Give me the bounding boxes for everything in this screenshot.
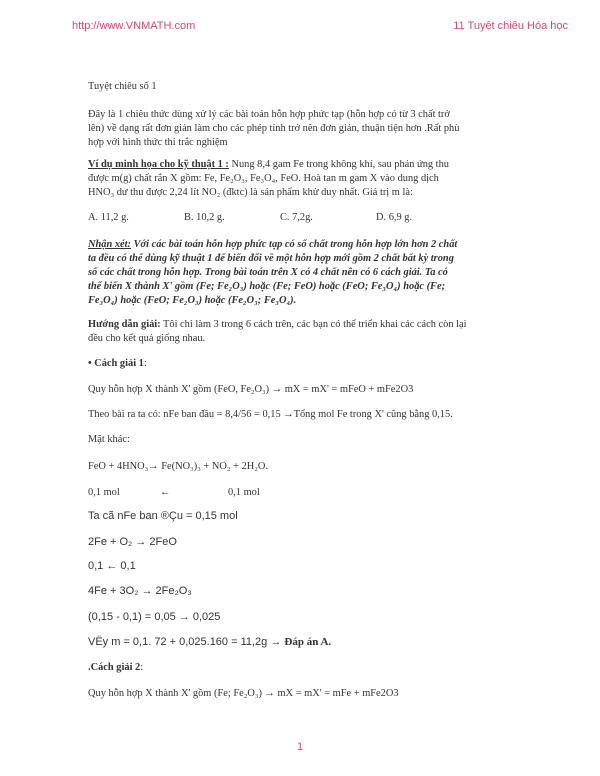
- guide-line-2: đều cho kết quả giống nhau.: [88, 333, 206, 344]
- section-heading: Tuyệt chiêu số 1: [88, 81, 157, 92]
- example-text: Nung 8,4 gam Fe trong không khí, sau phản ứng thu: [228, 159, 449, 170]
- method-2-label: .Cách giải 2: [88, 662, 141, 673]
- answer-b: B. 10,2 g.: [184, 212, 225, 223]
- method-1-heading: [88, 358, 532, 370]
- answer-options: [88, 212, 532, 224]
- m1-sans-line-1: Ta cã nFe ban ®Çu = 0,15 mol: [88, 510, 238, 522]
- m1-sans-line-2: 2Fe + O₂ → 2FeO: [88, 536, 177, 548]
- m1-line-1: Quy hỗn hợp X thành X' gồm (FeO, Fe₂O₃) → mX = mX' = mFeO + mFe2O3: [88, 384, 414, 395]
- example-line-1: [88, 159, 532, 171]
- m1-sans-line-3: 0,1 ← 0,1: [88, 560, 136, 572]
- intro-line-1: Đây là 1 chiêu thức dùng xử lý các bài toán hỗn hợp phức tạp (hỗn hợp có từ 3 chất trở: [88, 109, 450, 120]
- m2-line-1: Quy hỗn hợp X thành X' gồm (Fe; Fe₂O₃) → mX = mX' = mFe + mFe2O3: [88, 688, 399, 699]
- guide-line-1: [88, 319, 532, 331]
- example-line-3: HNO₃ dư thu được 2,24 lít NO₂ (đktc) là sản phẩm khử duy nhất. Giá trị m là:: [88, 187, 413, 198]
- remark-label: Nhận xét:: [88, 239, 132, 250]
- remark-line-3: số các chất trong hỗn hợp. Trong bài toán trên X có 4 chất nên có 6 cách giải. Ta có: [88, 267, 448, 278]
- answer-d: D. 6,9 g.: [376, 212, 413, 223]
- m1-result-text: VËy m = 0,1. 72 + 0,025.160 = 11,2g →: [88, 636, 282, 648]
- m1-equation-1: FeO + 4HNO₃→ Fe(NO₃)₃ + NO₂ + 2H₂O.: [88, 461, 268, 472]
- m1-line-3: Mặt khác:: [88, 434, 130, 445]
- page-number: 1: [296, 741, 304, 753]
- header-url[interactable]: http://www.VNMATH.com: [72, 20, 196, 32]
- m1-mol-left: 0,1 mol: [88, 487, 120, 498]
- guide-label: Hướng dẫn giải:: [88, 319, 161, 330]
- guide-text: Tôi chỉ làm 3 trong 6 cách trên, các bạn có thể triển khai các cách còn lại: [160, 319, 467, 330]
- answer-c: C. 7,2g.: [280, 212, 313, 223]
- answer-a: A. 11,2 g.: [88, 212, 129, 223]
- m1-equation-1-moles: [88, 487, 532, 499]
- m1-left-arrow: ←: [160, 487, 171, 498]
- remark-line-5: Fe₃O₄) hoặc (FeO; Fe₂O₃) hoặc (Fe₂O₃; Fe₃O₄).: [88, 295, 297, 306]
- intro-line-3: hợp với hình thức thi trắc nghiệm: [88, 137, 228, 148]
- example-line-2: được m(g) chất rắn X gồm: Fe, Fe₂O₃, Fe₃O₄, FeO. Hoà tan m gam X vào dung dịch: [88, 173, 439, 184]
- method-2-colon: :: [140, 662, 144, 673]
- m1-sans-line-4: 4Fe + 3O₂ → 2Fe₂O₃: [88, 585, 192, 597]
- m1-answer: Đáp án A.: [284, 636, 332, 648]
- m1-mol-right: 0,1 mol: [228, 487, 260, 498]
- method-1-colon: :: [143, 358, 147, 369]
- remark-text: Với các bài toán hỗn hợp phức tạp có số chất trong hỗn hợp lớn hơn 2 chất: [131, 239, 458, 250]
- method-2-heading: [88, 662, 532, 674]
- example-label: Ví dụ minh họa cho kỹ thuật 1 :: [88, 159, 229, 170]
- remark-line-2: ta đều có thể dùng kỹ thuật 1 để biến đổi về một hỗn hợp mới gồm 2 chất bất kỳ trong: [88, 253, 454, 264]
- m1-sans-line-5: (0,15 - 0,1) = 0,05 → 0,025: [88, 611, 221, 623]
- remark-line-1: [88, 239, 532, 251]
- intro-line-2: lên) về dạng rất đơn giản làm cho các phép tính trở nên đơn giản, thuận tiện hơn .Rất phù: [88, 123, 460, 134]
- header-title: 11 Tuyệt chiêu Hóa học: [453, 20, 568, 32]
- m1-result-line: [88, 636, 532, 648]
- remark-line-4: thể biến X thành X' gồm (Fe; Fe₂O₃) hoặc (Fe; FeO) hoặc (FeO; Fe₃O₄) hoặc (Fe;: [88, 281, 446, 292]
- method-1-label: • Cách giải 1: [88, 358, 144, 369]
- m1-line-2: Theo bài ra ta có: nFe ban đầu = 8,4/56 = 0,15 →Tổng mol Fe trong X' cũng bằng 0,15.: [88, 409, 453, 420]
